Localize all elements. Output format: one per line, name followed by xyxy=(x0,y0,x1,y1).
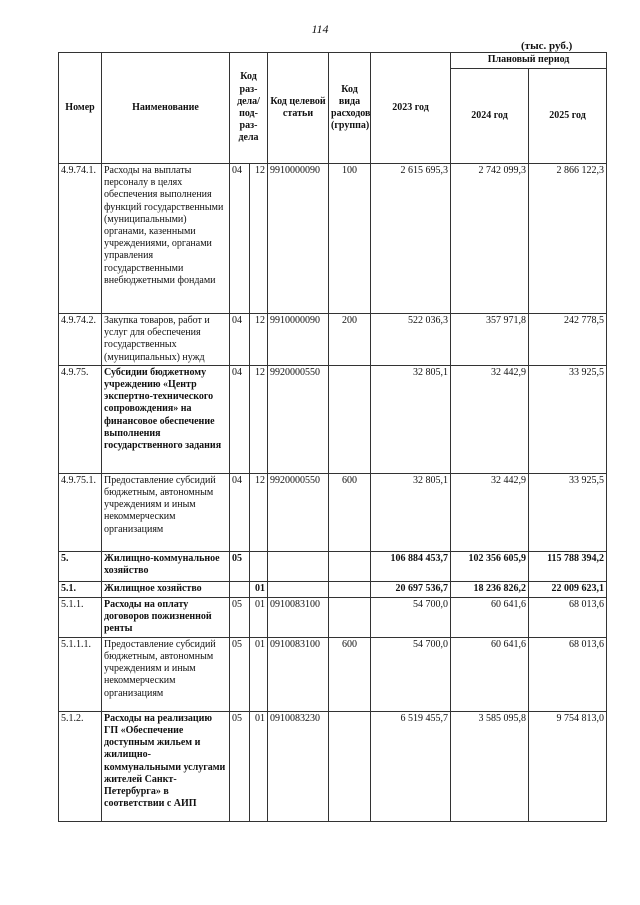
budget-table xyxy=(58,52,607,822)
table-row xyxy=(59,314,607,366)
row-razdel: 04 xyxy=(230,365,250,473)
header-2024: 2024 год xyxy=(451,69,529,164)
row-2025: 22 009 623,1 xyxy=(529,581,607,597)
row-number: 5.1.2. xyxy=(59,711,102,821)
row-2023: 54 700,0 xyxy=(371,597,451,637)
row-2025: 33 925,5 xyxy=(529,473,607,551)
row-razdel: 04 xyxy=(230,164,250,314)
row-razdel: 05 xyxy=(230,637,250,711)
row-number: 5. xyxy=(59,551,102,581)
row-name: Субсидии бюджетному учреждению «Центр экспертно-технического сопровождения» на финансовое обеспечение выполнения государственного задания xyxy=(102,365,230,473)
row-vid: 100 xyxy=(329,164,371,314)
header-expense-code: Код вида расходов (группа) xyxy=(329,53,371,164)
header-number: Номер xyxy=(59,53,102,164)
row-target xyxy=(268,551,329,581)
row-2023: 522 036,3 xyxy=(371,314,451,366)
row-name: Жилищно-коммунальное хозяйство xyxy=(102,551,230,581)
header-target-code: Код целевой статьи xyxy=(268,53,329,164)
row-razdel: 05 xyxy=(230,551,250,581)
row-vid xyxy=(329,581,371,597)
row-2023: 54 700,0 xyxy=(371,637,451,711)
row-number: 4.9.75.1. xyxy=(59,473,102,551)
table-row xyxy=(59,581,607,597)
row-vid: 600 xyxy=(329,473,371,551)
row-2024: 60 641,6 xyxy=(451,637,529,711)
row-vid: 200 xyxy=(329,314,371,366)
row-name: Расходы на реализацию ГП «Обеспечение доступным жильем и жилищно-коммунальными услугами жителей Санкт-Петербурга» в соответствии с АИП xyxy=(102,711,230,821)
row-target: 0910083100 xyxy=(268,637,329,711)
table-row xyxy=(59,473,607,551)
header-2025: 2025 год xyxy=(529,69,607,164)
table-row xyxy=(59,365,607,473)
row-2024: 32 442,9 xyxy=(451,473,529,551)
header-planned-period: Плановый период xyxy=(451,53,607,69)
table-row xyxy=(59,637,607,711)
row-2024: 60 641,6 xyxy=(451,597,529,637)
row-2023: 6 519 455,7 xyxy=(371,711,451,821)
header-section-code: Код раз-дела/ под-раз-дела xyxy=(230,53,268,164)
header-2023: 2023 год xyxy=(371,53,451,164)
row-number: 5.1.1.1. xyxy=(59,637,102,711)
row-2023: 32 805,1 xyxy=(371,365,451,473)
row-2025: 68 013,6 xyxy=(529,637,607,711)
row-target: 9920000550 xyxy=(268,365,329,473)
row-target: 0910083100 xyxy=(268,597,329,637)
row-name: Предоставление субсидий бюджетным, автономным учреждениям и иным некоммерческим организациям xyxy=(102,637,230,711)
row-vid xyxy=(329,711,371,821)
row-target: 9910000090 xyxy=(268,314,329,366)
row-target: 9920000550 xyxy=(268,473,329,551)
row-2025: 242 778,5 xyxy=(529,314,607,366)
row-2024: 3 585 095,8 xyxy=(451,711,529,821)
row-podrazdel: 12 xyxy=(250,164,268,314)
table-row xyxy=(59,551,607,581)
row-number: 4.9.74.1. xyxy=(59,164,102,314)
row-razdel: 05 xyxy=(230,711,250,821)
row-2023: 32 805,1 xyxy=(371,473,451,551)
row-2025: 9 754 813,0 xyxy=(529,711,607,821)
row-2024: 2 742 099,3 xyxy=(451,164,529,314)
row-podrazdel xyxy=(250,551,268,581)
row-number: 4.9.74.2. xyxy=(59,314,102,366)
table-row xyxy=(59,164,607,314)
row-number: 4.9.75. xyxy=(59,365,102,473)
row-name: Расходы на выплаты персоналу в целях обеспечения выполнения функций государственными (муниципальными) органами, казенными учреждениями, органами управления государственными внебюджетными фондами xyxy=(102,164,230,314)
row-razdel: 04 xyxy=(230,314,250,366)
page-number: 114 xyxy=(311,22,329,36)
row-podrazdel: 01 xyxy=(250,711,268,821)
row-podrazdel: 01 xyxy=(250,597,268,637)
row-name: Расходы на оплату договоров пожизненной ренты xyxy=(102,597,230,637)
row-podrazdel: 12 xyxy=(250,365,268,473)
table-body xyxy=(59,164,607,822)
row-2023: 106 884 453,7 xyxy=(371,551,451,581)
row-razdel xyxy=(230,581,250,597)
units-label: (тыс. руб.) xyxy=(521,40,573,52)
row-2024: 357 971,8 xyxy=(451,314,529,366)
row-2025: 33 925,5 xyxy=(529,365,607,473)
row-2025: 2 866 122,3 xyxy=(529,164,607,314)
row-2024: 102 356 605,9 xyxy=(451,551,529,581)
row-target: 0910083230 xyxy=(268,711,329,821)
table-row xyxy=(59,711,607,821)
row-number: 5.1. xyxy=(59,581,102,597)
header-name: Наименование xyxy=(102,53,230,164)
row-razdel: 05 xyxy=(230,597,250,637)
row-name: Жилищное хозяйство xyxy=(102,581,230,597)
row-razdel: 04 xyxy=(230,473,250,551)
row-name: Закупка товаров, работ и услуг для обеспечения государственных (муниципальных) нужд xyxy=(102,314,230,366)
row-podrazdel: 01 xyxy=(250,581,268,597)
row-target: 9910000090 xyxy=(268,164,329,314)
row-vid xyxy=(329,597,371,637)
row-2025: 68 013,6 xyxy=(529,597,607,637)
row-2023: 2 615 695,3 xyxy=(371,164,451,314)
row-vid: 600 xyxy=(329,637,371,711)
row-2024: 18 236 826,2 xyxy=(451,581,529,597)
row-number: 5.1.1. xyxy=(59,597,102,637)
row-podrazdel: 01 xyxy=(250,637,268,711)
row-2024: 32 442,9 xyxy=(451,365,529,473)
row-vid xyxy=(329,551,371,581)
row-podrazdel: 12 xyxy=(250,314,268,366)
table-row xyxy=(59,597,607,637)
row-2023: 20 697 536,7 xyxy=(371,581,451,597)
row-podrazdel: 12 xyxy=(250,473,268,551)
row-2025: 115 788 394,2 xyxy=(529,551,607,581)
row-target xyxy=(268,581,329,597)
row-name: Предоставление субсидий бюджетным, автономным учреждениям и иным некоммерческим организациям xyxy=(102,473,230,551)
row-vid xyxy=(329,365,371,473)
